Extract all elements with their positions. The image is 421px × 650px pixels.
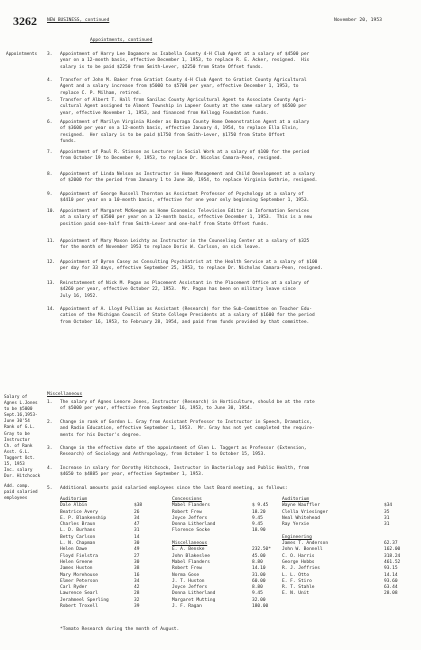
employee-name: John W. Bonnell [282,547,323,553]
employee-name: Beatrice Avery [60,509,98,515]
payment-amount: 8.80 [252,559,263,565]
employee-name: E. P. Blankenship [60,515,107,521]
employee-name: Robert Troxell [60,604,98,610]
payment-amount: 42 [134,585,140,591]
payment-amount: 31 [384,515,390,521]
employee-name: Margaret Mutting [172,597,216,603]
section-title: NEW BUSINESS, continued [47,18,110,23]
payment-amount: 16 [134,572,140,578]
employee-name: George Hobbs [282,559,315,565]
payment-amount: 27 [134,553,140,559]
miscellaneous-item-text: Increase in salary for Dorothy Hitchcock, Instructor in Bacteriology and Public Health, from $4650 to $4885 per year, effective September 1, 1953. [60,466,310,478]
employee-name: Norma Gose [172,572,200,578]
payment-amount: 9.45 [252,591,263,597]
appointment-item-number: 14. [47,307,56,312]
employee-name: Mabel Flanders [172,503,210,509]
department-subheading: Miscellaneous [172,541,208,547]
appointment-item-number: 6. [47,120,53,125]
appointment-item-number: 3. [47,52,53,57]
employee-name: L. D. Burhans [60,528,96,534]
payment-amount: 32.00 [252,597,266,603]
appointment-item-text: Appointment of Harry Lee Dagamore as Isabella County 4-H Club Agent at a salary of $4500 per year on a 12-month basis, effective December 1, 1953, to replace R. E. Acker, resigned. His salary is to be paid $2250 from Smith-Lever, $2250 from State Offset funds. [60,52,310,70]
payment-amount: 38 [134,566,140,572]
payment-row [282,591,408,597]
payment-amount: 14.14 [384,572,398,578]
payment-amount: 28.08 [384,591,398,597]
payment-amount: 31 [384,522,390,528]
appointment-item-text: Appointment of Byron Casey as Consulting Psychiatrist at the Health Service at a salary of $100 per day for 33 days, effective September 25, 1953, to replace Dr. Nicholas Camara-Peon, resigned. [60,260,323,272]
payment-amount: $ 9.45 [252,503,269,509]
payment-amount: 31 [134,528,140,534]
payment-amount: 31.00 [252,572,266,578]
appointment-item-text: Appointment of A. Lloyd Pulliam as Assistant (Research) for the Sub-Committee on Teacher Edu- cation of the Michigan Council of State College Presidents at a salary of $1600 for the period from October 16, 1953, to February 28, 1954, and paid from funds provided by that committee. [60,307,315,325]
appointment-item-text: Appointment of Margaret McKeegan as Home Economics Television Editor in Information Services at a salary of $3500 per year on a 12-month basis, effective December 1, 1953. This is a new position paid one-half from Smith-Lever and one-half from State Offset funds. [60,209,312,227]
employee-name: Carl Ryder [60,585,88,591]
employee-name: Florence Socke [172,528,210,534]
employee-name: L. N. Chapman [60,541,96,547]
payment-amount: 461.52 [384,559,401,565]
payment-amount: 30 [134,559,140,565]
employee-name: Donna Litherland [172,522,216,528]
margin-label-appointments: Appointments [6,52,38,57]
employee-name: J. F. Ragan [172,604,202,610]
column-header: Auditorium [282,497,310,502]
margin-note-additional-comp: Add. comp. paid salaried employees [4,484,38,502]
employee-name: Donna Litherland [172,591,216,597]
payments-column [60,497,186,610]
employee-name: E. N. Unit [282,591,310,597]
employee-name: James T. Anderson [282,541,329,547]
appointment-item-number: 11. [47,239,56,244]
payment-amount: 34 [134,515,140,521]
meeting-date: November 20, 1953 [334,18,382,23]
employee-name: Betty Carlson [60,534,96,540]
employee-name: C. O. Harris [282,553,315,559]
payment-amount: 14 [134,534,140,540]
miscellaneous-item-text: Additional amounts paid salaried employees since the last Board meeting, as follows: [60,486,288,491]
payment-amount: 9.45 [252,522,263,528]
payment-amount: 9.45 [252,515,263,521]
payment-amount: 62.37 [384,541,398,547]
miscellaneous-heading: Miscellaneous [47,392,83,397]
employee-name: E. A. Benske [172,547,205,553]
payment-row [60,604,186,610]
payment-amount: 47 [134,522,140,528]
employee-name: Wayne Wauffler [282,503,320,509]
payment-amount: 35 [384,509,390,515]
payment-amount: 30 [134,541,140,547]
payment-amount: 318.24 [384,553,401,559]
employee-name: Charles Braun [60,522,96,528]
payment-amount: 18.20 [252,509,266,515]
payments-table [60,497,410,619]
employee-name: Robert Frew [172,566,202,572]
payments-column [172,497,298,610]
payment-amount: 8.80 [252,585,263,591]
payment-amount: $38 [134,503,143,509]
payment-amount: $34 [384,503,393,509]
employee-name: Jerahmeel Sperling [60,597,109,603]
appointment-item-text: Transfer of Albert T. Hall from Sanilac County Agricultural Agent to Associate County Agri- cultural Agent assigned to Almont Township in Lapeer County at the same salary of $6500 per year, effective November 1, 1953, and financed from Kellogg Foundation funds. [60,98,307,116]
employee-name: Ray Yerxie [282,522,310,528]
employee-name: John Blakeslee [172,553,210,559]
footnote: *Tomato Research during the month of August. [60,627,180,632]
appointment-item-text: Reinstatement of Nick M. Pagan as Placement Assistant in the Placement Office at a salary of $4260 per year, effective October 22, 1953. Mr. Pagan has been on military leave since July 16, 1952. [60,281,310,299]
employee-name: Floyd Fielstra [60,553,98,559]
employee-name: Joyce Jeffers [172,585,208,591]
miscellaneous-item-number: 1. [47,400,53,405]
miscellaneous-item-number: 3. [47,446,53,451]
employee-name: J. T. Huston [172,578,205,584]
payment-amount: 162.00 [384,547,401,553]
payment-amount: 60.00 [252,578,266,584]
payment-amount: 18.90 [252,528,266,534]
miscellaneous-item-number: 4. [47,466,53,471]
employee-name: Mary Morehouse [60,572,98,578]
appointment-item-text: Appointment of Marilyn Virginia Rieder as Baraga County Home Demonstration Agent at a salary of $3600 per year on a 12-month basis, effective January 4, 1954, to replace Ella Elvin, resigned. Her salary is to be paid $1750 from Smith-Lever, $1750 from State Offset funds. [60,120,310,144]
employee-name: R. T. Stahle [282,585,315,591]
column-header: Auditorium [60,497,88,502]
payments-column [282,497,408,598]
miscellaneous-item-text: Change in the effective date of the appointment of Glen L. Taggert as Professor (Extension, Research) of Sociology and Anthropology, from October 1 to October 15, 1953. [60,446,307,458]
payment-amount: 180.00 [252,604,269,610]
payment-row [172,604,298,610]
payment-amount: 26 [134,509,140,515]
payment-amount: 14.10 [252,566,266,572]
appointment-item-text: Appointment of Paul R. Stinson as Lecturer in Social Work at a salary of $100 for the period from October 19 to December 9, 1953, to replace Dr. Nicolas Camara-Peon, resigned. [60,150,310,162]
appointment-item-number: 10. [47,209,56,214]
appointment-item-number: 5. [47,98,53,103]
appointment-item-number: 12. [47,260,56,265]
employee-name: L. L. Otto [282,572,310,578]
employee-name: James Huston [60,566,93,572]
column-header: Concessions [172,497,202,502]
payment-amount: 39 [134,604,140,610]
appointment-item-number: 13. [47,281,56,286]
appointment-item-number: 7. [47,150,53,155]
margin-note-changes: Salary of Agnes L.Jones to be $5000 Sept.16,1953- June 30'54 Rank of G.L. Gray to be Instructor Ch. of Rank Asst. G.L. Taggert Oct. 15, 1953 Inc. salary Dor. Hitchcock [4,395,41,480]
appointment-item-text: Transfer of John M. Baker from Gratiot County 4-H Club Agent to Gratiot County Agricultural Agent and a salary increase from $5000 to $5700 per year, effective December 1, 1953, to replace C. P. Milham, retired. [60,78,307,96]
payment-amount: 232.50* [252,547,271,553]
employee-name: Lawrence Searl [60,591,98,597]
employee-name: Elmer Peterson [60,578,98,584]
miscellaneous-item-number: 2. [47,420,53,425]
payment-amount: 93.15 [384,566,398,572]
employee-name: Helen Greene [60,559,93,565]
miscellaneous-item-text: Change in rank of Gordon L. Gray from Assistant Professor to Instructor in Speech, Dramatics, and Radio Education, effective September 1, 1953. Mr. Gray has not yet completed the require- ments for his Doctor's degree. [60,420,315,438]
payment-amount: 32 [134,597,140,603]
employee-name: Joyce Jeffers [172,515,208,521]
appointment-item-number: 8. [47,172,53,177]
employee-name: Robert Frew [172,509,202,515]
appointment-item-text: Appointment of George Russell Thornton as Assistant Professor of Psychology at a salary of $4410 per year on a 10-month basis, effective for one year only beginning September 1, 1953. [60,192,310,204]
payment-amount: 49 [134,547,140,553]
payment-amount: 34 [134,578,140,584]
employee-name: Clella Vriesinger [282,509,329,515]
employee-name: R. J. Jeffries [282,566,320,572]
employee-name: Dale Albin [60,503,88,509]
appointment-item-number: 9. [47,192,53,197]
employee-name: E. F. Stiro [282,578,312,584]
employee-name: Helen Dawe [60,547,88,553]
subsection-title: Appointments, continued [90,38,153,43]
payment-amount: 45.00 [252,553,266,559]
appointment-item-number: 4. [47,78,53,83]
page-number: 3262 [13,14,37,28]
payment-amount: 63.44 [384,585,398,591]
department-subheading: Engineering [282,534,312,540]
employee-name: Mabel Flanders [172,559,210,565]
payment-amount: 93.60 [384,578,398,584]
miscellaneous-item-text: The salary of Agnes Lenore Jones, Instructor (Research) in Horticulture, should be at the rate of $5000 per year, effective from September 16, 1953, to June 30, 1954. [60,400,315,412]
miscellaneous-item-number: 5. [47,486,53,491]
payment-amount: 28 [134,591,140,597]
appointment-item-text: Appointment of Linda Nelson as Instructor in Home Management and Child Development at a salary of $2000 for the period from January 1 to June 30, 1954, to replace Virginia Guthrie, resigned. [60,172,318,184]
employee-name: Neal Whitehead [282,515,320,521]
appointment-item-text: Appointment of Mary Mason Leichty as Instructor in the Counseling Center at a salary of $325 for the month of November 1953 to replace Doris W. Carlson, on sick leave. [60,239,310,251]
